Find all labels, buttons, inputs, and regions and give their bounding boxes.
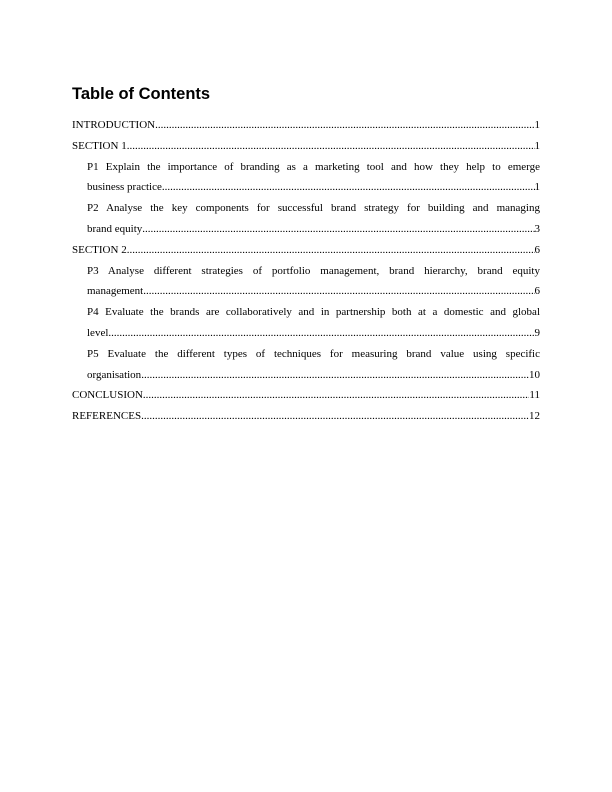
- toc-entry-label-line2: level: [87, 326, 109, 339]
- toc-entry-label: CONCLUSION: [72, 389, 143, 402]
- toc-entry-p1[interactable]: [72, 157, 540, 199]
- toc-entry-introduction[interactable]: [72, 115, 540, 136]
- toc-page-number: 1: [534, 139, 540, 152]
- toc-entry-label-line1: P3 Analyse different strategies of portfolio management, brand hierarchy, brand equity: [87, 264, 540, 277]
- toc-title: Table of Contents: [72, 85, 211, 103]
- toc-page-number: 3: [534, 222, 540, 235]
- toc-entry-conclusion[interactable]: [72, 385, 540, 406]
- toc-leader-dots: [165, 177, 535, 198]
- toc-entry-label: INTRODUCTION: [72, 119, 156, 131]
- toc-leader-dots: [127, 240, 535, 261]
- toc-entry-label-line1: P4 Evaluate the brands are collaboratively and in partnership both at a domestic and global: [87, 306, 540, 319]
- toc-page-number: 9: [534, 326, 540, 339]
- toc-entry-p3[interactable]: [72, 261, 540, 303]
- toc-entry-label-line1: P5 Evaluate the different types of techniques for measuring brand value using specific: [87, 347, 540, 360]
- toc-leader-dots: [143, 385, 530, 406]
- toc-entry-label: REFERENCES: [72, 410, 142, 423]
- toc-entry-label-line2: business practice.: [87, 181, 165, 194]
- toc-entry-label-line2: management: [87, 285, 144, 298]
- toc-page-number: 11: [529, 389, 540, 402]
- toc-page-number: 12: [529, 410, 540, 423]
- toc-leader-dots: [143, 281, 534, 302]
- toc-entry-p2[interactable]: [72, 198, 540, 240]
- toc-leader-dots: [127, 136, 535, 157]
- toc-entry-p4[interactable]: [72, 302, 540, 344]
- toc-entry-label-line1: P1 Explain the importance of branding as a marketing tool and how they help to emerge: [87, 160, 540, 173]
- toc-leader-dots: [141, 406, 529, 427]
- toc-leader-dots: [141, 365, 529, 386]
- toc-entry-p5[interactable]: [72, 344, 540, 386]
- toc-leader-dots: [142, 219, 534, 240]
- toc-entry-section-1[interactable]: [72, 136, 540, 157]
- toc-page-number: 1: [534, 119, 540, 131]
- toc-page-number: 10: [529, 368, 540, 381]
- toc-entry-label: SECTION 2: [72, 243, 127, 256]
- toc-page-number: 1: [534, 181, 540, 194]
- toc-entry-label-line1: P2 Analyse the key components for successful brand strategy for building and managing: [87, 202, 540, 215]
- toc-entry-label: SECTION 1: [72, 139, 127, 152]
- toc-list: [72, 115, 540, 427]
- toc-leader-dots: [108, 323, 534, 344]
- toc-entry-references[interactable]: [72, 406, 540, 427]
- toc-leader-dots: [155, 115, 534, 136]
- toc-page-number: 6: [534, 243, 540, 256]
- toc-entry-label-line2: brand equity: [87, 222, 143, 235]
- toc-page-number: 6: [534, 285, 540, 298]
- toc-entry-section-2[interactable]: [72, 240, 540, 261]
- toc-entry-label-line2: organisation: [87, 368, 142, 381]
